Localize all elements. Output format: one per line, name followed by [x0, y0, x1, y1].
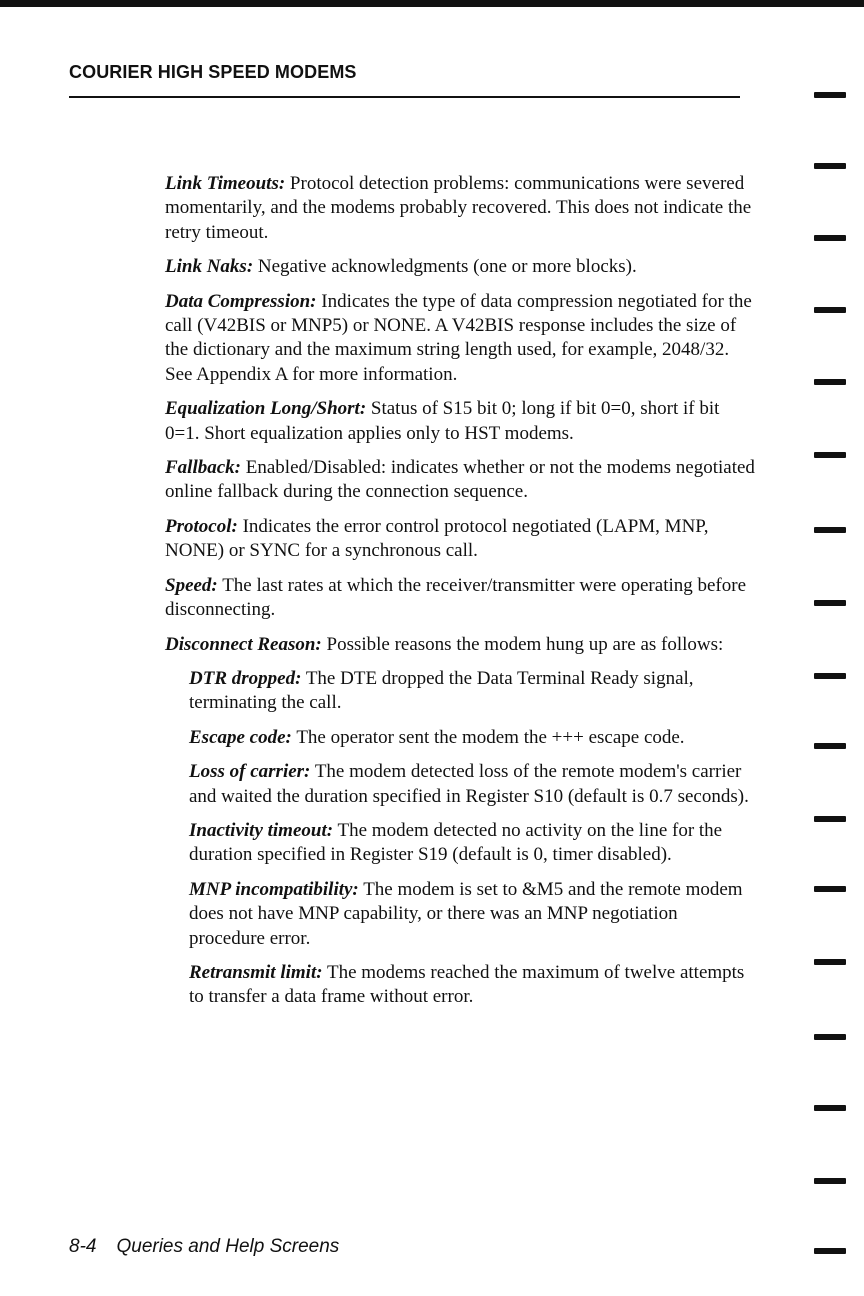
entry-term: Speed: [165, 574, 218, 596]
entry-description: Possible reasons the modem hung up are as follows: [326, 633, 724, 655]
edge-tab-mark [814, 235, 846, 241]
section-title: Queries and Help Screens [116, 1236, 340, 1257]
entry-term: Data Compression: [165, 290, 317, 312]
entry-term: Link Timeouts: [165, 173, 286, 194]
entry-term: Protocol: [165, 515, 238, 537]
entry-speed [165, 574, 755, 623]
reason-term: Retransmit limit: [189, 961, 323, 983]
reason-description: The modem is set to &M5 and the remote modem does not have MNP capability, or there was an MNP negotiation procedure error. [189, 878, 743, 949]
reason-description: The modems reached the maximum of twelve attempts to transfer a data frame without error. [189, 961, 745, 1008]
reason-dtr-dropped [189, 667, 755, 716]
entry-link-timeouts [165, 172, 755, 245]
reason-inactivity-timeout [189, 819, 755, 868]
edge-tab-mark [814, 92, 846, 98]
edge-tab-mark [814, 163, 846, 169]
reason-description: The operator sent the modem the +++ escape code. [296, 726, 685, 748]
reason-term: DTR dropped: [189, 667, 302, 689]
edge-tab-mark [814, 600, 846, 606]
entry-disconnect-reason [165, 633, 755, 657]
reason-term: MNP incompatibility: [189, 878, 359, 900]
entry-term: Fallback: [165, 457, 241, 479]
entry-data-compression [165, 290, 755, 388]
entry-description: Status of S15 bit 0; long if bit 0=0, short if bit 0=1. Short equalization applies only to HST modems. [165, 398, 720, 444]
reason-description: The modem detected no activity on the line for the duration specified in Register S19 (default is 0, timer disabled). [189, 819, 723, 866]
entry-term: Disconnect Reason: [165, 633, 322, 655]
reason-term: Loss of carrier: [189, 761, 311, 783]
header-rule [69, 96, 740, 98]
edge-tab-mark [814, 959, 846, 965]
entry-equalization [165, 397, 755, 446]
entry-description: The last rates at which the receiver/transmitter were operating before disconnecting. [165, 574, 747, 621]
entry-protocol [165, 515, 755, 564]
body-text [165, 172, 755, 1020]
reason-escape-code [189, 726, 755, 750]
edge-tab-mark [814, 886, 846, 892]
entry-description: Indicates the error control protocol negotiated (LAPM, MNP, NONE) or SYNC for a synchronous call. [165, 515, 709, 562]
reason-description: The DTE dropped the Data Terminal Ready signal, terminating the call. [189, 667, 694, 714]
edge-tab-mark [814, 673, 846, 679]
edge-tab-mark [814, 1248, 846, 1254]
edge-tab-mark [814, 1178, 846, 1184]
entry-description: Protocol detection problems: communications were severed momentarily, and the modems probably recovered. This does not indicate the retry timeout. [165, 173, 752, 243]
reason-term: Escape code: [189, 726, 292, 748]
entry-term: Link Naks: [165, 256, 254, 278]
reason-loss-of-carrier [189, 760, 755, 809]
entry-description: Enabled/Disabled: indicates whether or not the modems negotiated online fallback during the connection sequence. [165, 457, 755, 503]
edge-tab-mark [814, 307, 846, 313]
page-footer [69, 1236, 339, 1258]
edge-tab-mark [814, 1105, 846, 1111]
edge-tab-mark [814, 743, 846, 749]
reason-term: Inactivity timeout: [189, 819, 334, 841]
edge-tab-mark [814, 527, 846, 533]
reason-retransmit-limit [189, 961, 755, 1010]
edge-tab-mark [814, 1034, 846, 1040]
entry-term: Equalization Long/Short: [165, 398, 367, 420]
reason-description: The modem detected loss of the remote modem's carrier and waited the duration specified in Register S10 (default is 0.7 seconds). [189, 761, 749, 807]
reason-mnp-incompatibility [189, 878, 755, 951]
entry-fallback [165, 456, 755, 505]
entry-link-naks [165, 255, 755, 279]
page-number: 8-4 [69, 1236, 97, 1257]
edge-tab-mark [814, 379, 846, 385]
page-header-title: COURIER HIGH SPEED MODEMS [69, 62, 357, 82]
entry-description: Negative acknowledgments (one or more blocks). [257, 256, 637, 278]
entry-description: Indicates the type of data compression negotiated for the call (V42BIS or MNP5) or NONE. A V42BIS response includes the size of the dictionary and the maximum string length used, for example, 2048/32. See Appendix A for more information. [165, 290, 752, 385]
edge-tab-mark [814, 816, 846, 822]
top-border-rule [0, 0, 864, 7]
edge-tab-mark [814, 452, 846, 458]
